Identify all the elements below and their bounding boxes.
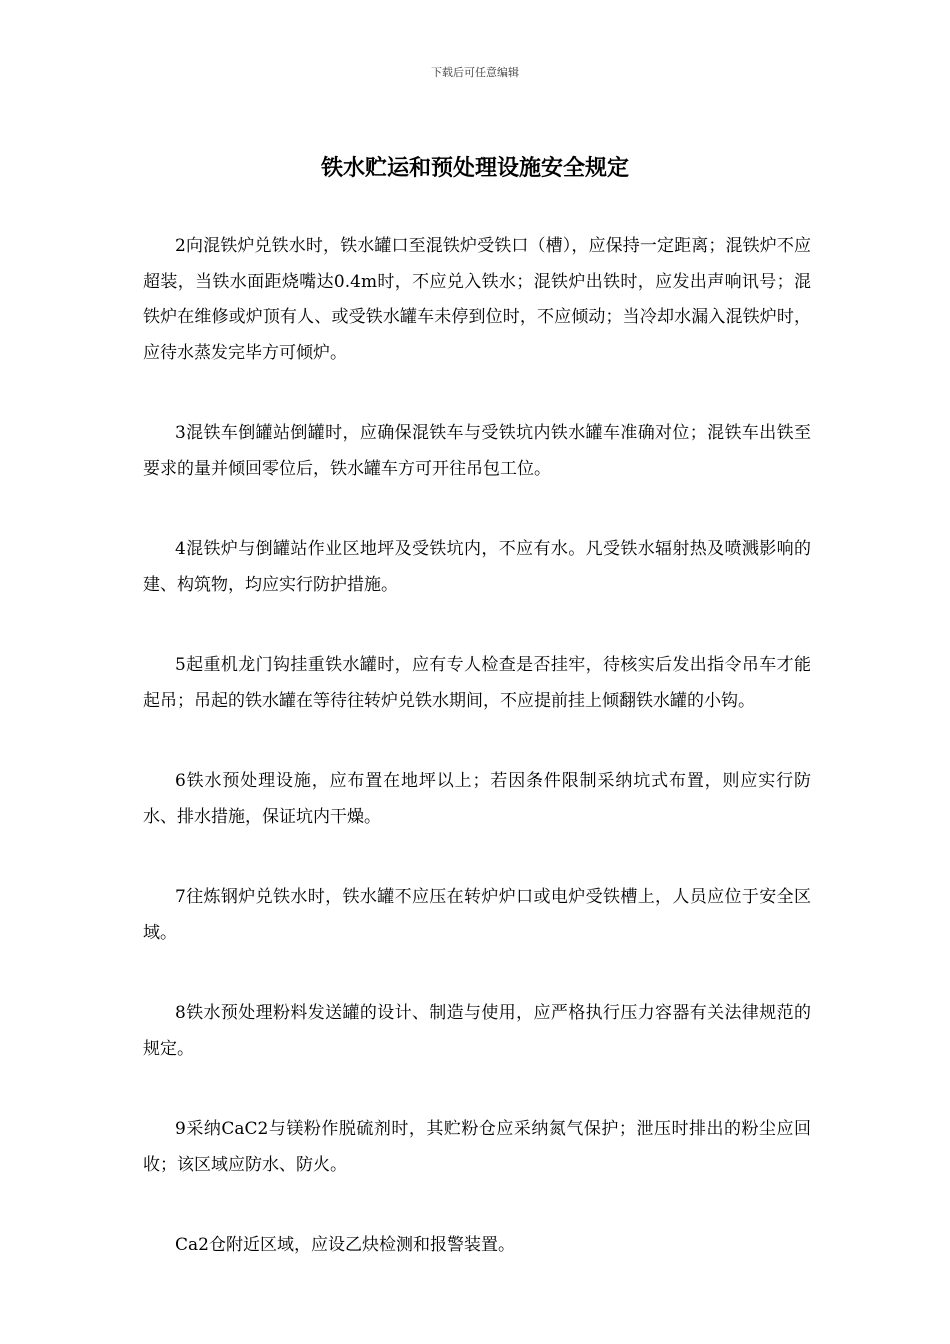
paragraph-9: 9采纳CaC2与镁粉作脱硫剂时，其贮粉仓应采纳氮气保护；泄压时排出的粉尘应回收；该区域应防水、防火。 bbox=[143, 1119, 811, 1175]
paragraph-4: 4混铁炉与倒罐站作业区地坪及受铁坑内，不应有水。凡受铁水辐射热及喷溅影响的建、构筑物，均应实行防护措施。 bbox=[143, 539, 811, 595]
paragraph-5: 5起重机龙门钩挂重铁水罐时，应有专人检查是否挂牢，待核实后发出指令吊车才能起吊；吊起的铁水罐在等待往转炉兑铁水期间，不应提前挂上倾翻铁水罐的小钩。 bbox=[143, 655, 811, 711]
document-body bbox=[143, 229, 811, 1309]
paragraph-7: 7往炼钢炉兑铁水时，铁水罐不应压在转炉炉口或电炉受铁槽上，人员应位于安全区域。 bbox=[143, 887, 811, 943]
paragraph-2: 2向混铁炉兑铁水时，铁水罐口至混铁炉受铁口（槽），应保持一定距离；混铁炉不应超装，当铁水面距烧嘴达0.4m时，不应兑入铁水；混铁炉出铁时，应发出声响讯号；混铁炉在维修或炉顶有人、或受铁水罐车未停到位时，不应倾动；当冷却水漏入混铁炉时，应待水蒸发完毕方可倾炉。 bbox=[143, 236, 811, 363]
paragraph-ca2: Ca2仓附近区域，应设乙炔检测和报警装置。 bbox=[175, 1235, 515, 1255]
document-title: 铁水贮运和预处理设施安全规定 bbox=[320, 155, 629, 181]
paragraph-6: 6铁水预处理设施，应布置在地坪以上；若因条件限制采纳坑式布置，则应实行防水、排水措施，保证坑内干燥。 bbox=[143, 771, 811, 827]
paragraph-3: 3混铁车倒罐站倒罐时，应确保混铁车与受铁坑内铁水罐车准确对位；混铁车出铁至要求的量并倾回零位后，铁水罐车方可开往吊包工位。 bbox=[143, 423, 811, 479]
header-note: 下载后可任意编辑 bbox=[431, 66, 519, 79]
paragraph-8: 8铁水预处理粉料发送罐的设计、制造与使用，应严格执行压力容器有关法律规范的规定。 bbox=[143, 1003, 811, 1059]
